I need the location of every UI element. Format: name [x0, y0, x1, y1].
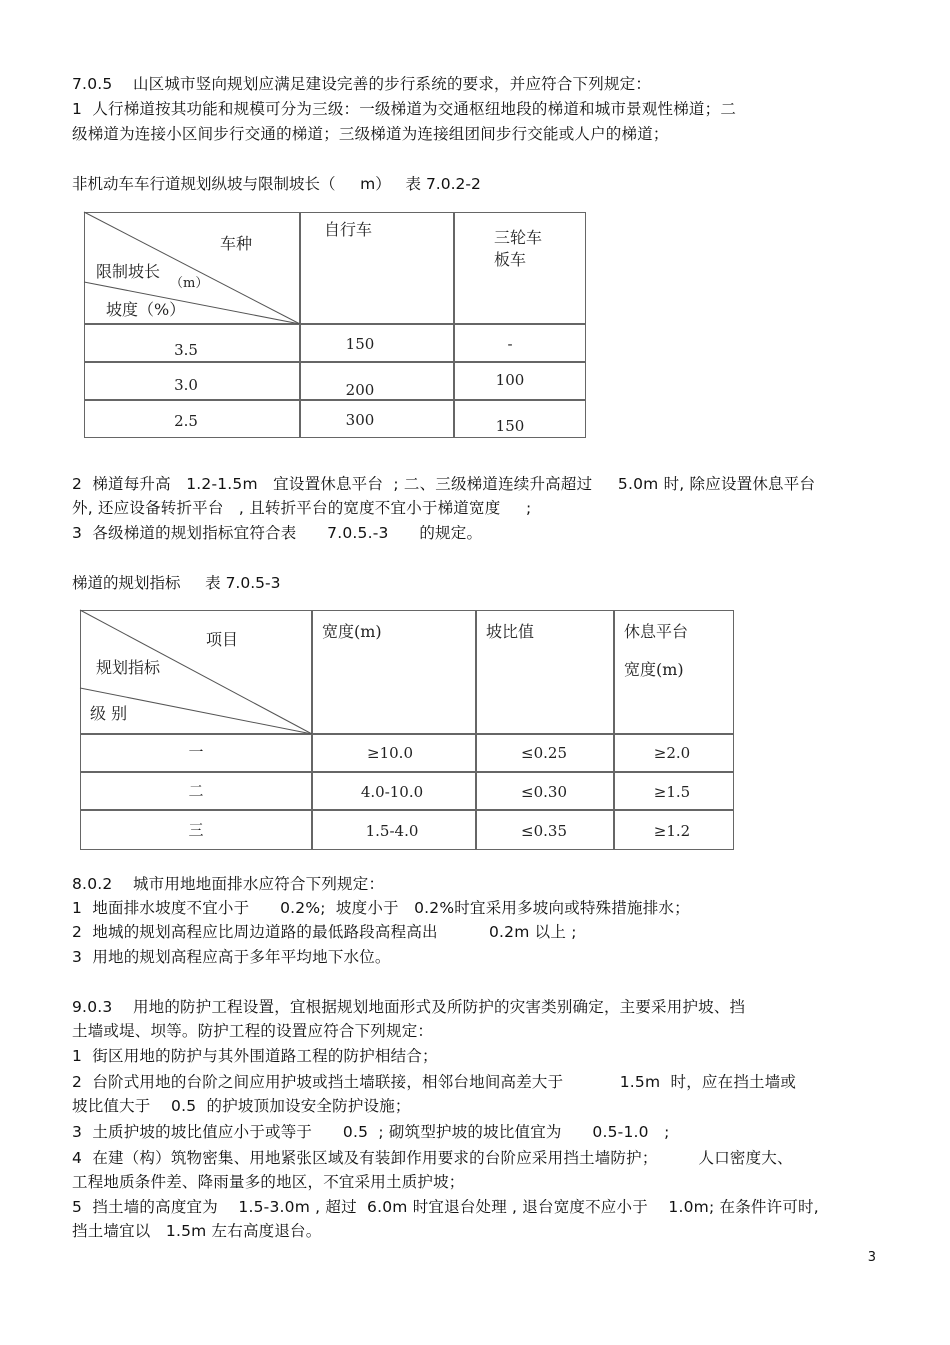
section-8-0-2-heading: 8.0.2 城市用地地面排水应符合下列规定：	[72, 875, 385, 893]
sec903-item1: 1 街区用地的防护与其外围道路工程的防护相结合；	[72, 1047, 438, 1065]
sec802-item3: 3 用地的规划高程应高于多年平均地下水位。	[72, 948, 391, 966]
table1-col-tri-label2: 板车	[494, 250, 527, 269]
page-number: 3	[867, 1250, 876, 1265]
table1-header-limit: 限制坡长	[96, 262, 161, 281]
table2-r3-platform: ≥1.2	[653, 822, 691, 840]
table2-r2-width: 4.0-10.0	[360, 783, 424, 801]
sec705-item1-line2: 级梯道为连接小区间步行交通的梯道；三级梯道为连接组团间步行交能或人户的梯道；	[72, 125, 669, 143]
table1-r3-slope: 2.5	[174, 412, 198, 430]
table1-header-slope: 坡度（%）	[106, 300, 186, 319]
table1-r3-bike: 300	[345, 411, 375, 429]
table1-r2-tri: 100	[495, 371, 525, 389]
table1-r1-bike-cell	[300, 324, 454, 362]
table2-r3-width: 1.5-4.0	[365, 822, 419, 840]
table1-col-tri-label1: 三轮车	[494, 228, 543, 247]
sec903-item4-line2: 工程地质条件差、降雨量多的地区，不宜采用土质护坡；	[72, 1173, 465, 1191]
table1-r2-bike: 200	[345, 381, 375, 399]
table1-caption: 非机动车车行道规划纵坡与限制坡长（ m） 表 7.0.2-2	[72, 175, 481, 193]
table1-r3-bike-cell	[300, 400, 454, 438]
table1-r1-tri-cell	[454, 324, 586, 362]
sec705-item3: 3 各级梯道的规划指标宜符合表 7.0.5.-3 的规定。	[72, 524, 483, 542]
table2-r3-ratio: ≤0.35	[521, 822, 567, 840]
table2-col-platform-label1: 休息平台	[624, 622, 689, 641]
table2-col-platform-label2: 宽度(m)	[624, 660, 684, 679]
table2-r3-level: 三	[188, 821, 204, 839]
sec903-item2-line2: 坡比值大于 0.5 的护坡顶加设安全防护设施；	[72, 1097, 411, 1115]
table2-r1-width: ≥10.0	[367, 744, 413, 762]
sec705-item1-line1: 1 人行梯道按其功能和规模可分为三级：一级梯道为交通枢纽地段的梯道和城市景观性梯道；二	[72, 100, 737, 118]
sec705-item2-line2: 外, 还应设备转折平台 , 且转折平台的宽度不宜小于梯道宽度 ;	[72, 499, 532, 517]
section-9-0-3-heading-line1: 9.0.3 用地的防护工程设置，宜根据规划地面形式及所防护的灾害类别确定，主要采用护坡、挡	[72, 998, 746, 1016]
sec903-item5-line1: 5 挡土墙的高度宜为 1.5-3.0m , 超过 6.0m 时宜退台处理 , 退台宽度不应小于 1.0m; 在条件许可时,	[72, 1198, 819, 1216]
table2-header-item: 项目	[206, 630, 239, 649]
table1-r1-bike: 150	[345, 335, 375, 353]
table2-header-level: 级 别	[90, 704, 128, 723]
sec903-item2-line1: 2 台阶式用地的台阶之间应用护坡或挡土墙联接，相邻台地间高差大于 1.5m 时，应在挡土墙或	[72, 1073, 797, 1091]
sec802-item1: 1 地面排水坡度不宜小于 0.2%; 坡度小于 0.2%时宜采用多坡向或特殊措施排水；	[72, 899, 690, 917]
table2-col-width-label: 宽度(m)	[322, 622, 382, 641]
table1-header-vehicle: 车种	[220, 234, 253, 253]
sec705-item2-line1: 2 梯道每升高 1.2-1.5m 宜设置休息平台 ; 二、三级梯道连续升高超过 5.0m 时, 除应设置休息平台	[72, 475, 816, 493]
table2-r1-platform: ≥2.0	[653, 744, 691, 762]
table2-r2-level: 二	[188, 782, 204, 800]
sec903-item5-line2: 挡土墙宜以 1.5m 左右高度退台。	[72, 1222, 322, 1240]
table2-header-indicator: 规划指标	[96, 658, 161, 677]
table1-r2-slope: 3.0	[174, 376, 198, 394]
sec802-item2: 2 地城的规划高程应比周边道路的最低路段高程高出 0.2m 以上 ;	[72, 923, 577, 941]
table1-r1-slope: 3.5	[174, 341, 198, 359]
sec903-item4-line1: 4 在建（构）筑物密集、用地紧张区域及有装卸作用要求的台阶应采用挡土墙防护； 人口密度大、	[72, 1149, 793, 1167]
table1-r1-tri: -	[507, 335, 513, 353]
table2-r2-platform: ≥1.5	[653, 783, 691, 801]
section-9-0-3-heading-line2: 土墙或堤、坝等。防护工程的设置应符合下列规定：	[72, 1022, 434, 1040]
table2-caption: 梯道的规划指标 表 7.0.5-3	[72, 574, 281, 592]
table1-r2-bike-cell	[300, 362, 454, 400]
table1-header-limit-unit: （m）	[170, 276, 209, 291]
table2-col-ratio-label: 坡比值	[486, 622, 535, 641]
table2-r1-level: 一	[188, 743, 204, 761]
table1-r3-tri: 150	[495, 417, 525, 435]
section-7-0-5-heading: 7.0.5 山区城市竖向规划应满足建设完善的步行系统的要求，并应符合下列规定：	[72, 75, 652, 93]
table1-col-bike-label: 自行车	[324, 220, 373, 239]
table2-r2-ratio: ≤0.30	[521, 783, 567, 801]
sec903-item3: 3 土质护坡的坡比值应小于或等于 0.5 ; 砌筑型护坡的坡比值宜为 0.5-1.0 ;	[72, 1123, 670, 1141]
table2-r1-ratio: ≤0.25	[521, 744, 567, 762]
